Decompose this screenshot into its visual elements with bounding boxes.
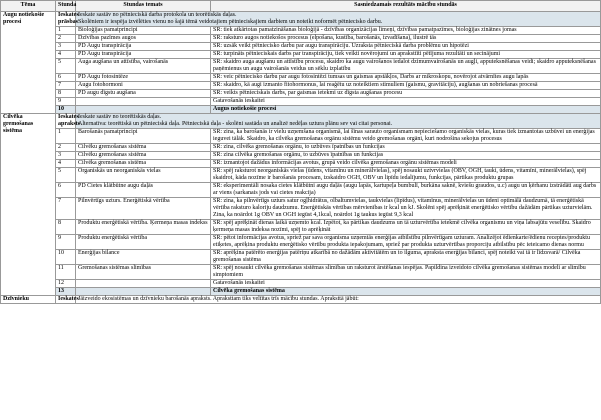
intro-text-b: Alternatīva: teorētiskā un pētnieciskā daļa. Pētnieciskā daļa - skolēni sastāda un analizē nedēļas uztura plānu sev vai citai personai.	[78, 121, 393, 127]
lesson-result: SR: uzsāk veikt pētniecisko darbu par augu transpirāciju. Uzraksta pētnieciskā darba problēmu un hipotēzi	[211, 43, 601, 51]
lesson-result: SR: skaidro auga augšanu un attīstību procesu, skaidro ka augu vairošanos iedalot dzimumvairošanās un augļi, apputeksnēšanas veidi; skaidro apputeksnēšanas paņēmienus un augu vairošanās veidus un sēklu izplatību	[211, 59, 601, 74]
lesson-topic: Produktu enerģētiskā vērtība	[76, 235, 211, 250]
table-row	[1, 90, 601, 98]
lesson-result: SR: raksturo augos notiekošos procesus (elpošana, kustība, barošanās, izvadīšana), ilustrē tās	[211, 35, 601, 43]
lesson-number: 2	[56, 35, 76, 43]
lesson-number: 5	[56, 59, 76, 74]
lesson-number: 6	[56, 183, 76, 198]
lesson-result: SR: zina, cilvēka gremošanas orgānu, to uzbūves īpatnības un funkcijas	[211, 144, 601, 152]
lesson-topic: PD Cietes klātbūtne augu daļās	[76, 183, 211, 198]
lesson-topic: Produktu enerģētiskā vērtība. Ķermeņa masas indekss	[76, 220, 211, 235]
lesson-topic: Enerģijas bilance	[76, 250, 211, 265]
lesson-number: 3	[56, 152, 76, 160]
lesson-topic: Dzīvības pazīmes augos	[76, 35, 211, 43]
lesson-topic	[76, 280, 211, 288]
lesson-topic: Cilvēku gremošanas sistēma	[76, 144, 211, 152]
table-row	[1, 198, 601, 220]
lesson-number: 1	[56, 27, 76, 35]
lesson-topic: Bioloģijas pamatprincipi	[76, 27, 211, 35]
lesson-number: 13	[56, 288, 76, 296]
lesson-topic: Augu fotohormoni	[76, 82, 211, 90]
lesson-topic: Cilvēku gremošanas sistēma	[76, 152, 211, 160]
table-row	[1, 250, 601, 265]
lesson-number: 10	[56, 106, 76, 114]
lesson-result: SR: spēj raksturot neorganiskās vielas (ūdens, vitamīnu un minerālvielas), spēj nosaukt uztvrvielas (OBV, OGH, tauki, ūdens, vitamīni, minerālvielas), spēj skaidrot, kāda nozīme ir barošanās procesam, izskaidro OGH, OBV un lipīdu iedalījumu, funkcijas, pārtikas produktu grupas	[211, 168, 601, 183]
table-row	[1, 129, 601, 144]
lesson-result: Gatavošanās ieskaitei	[211, 280, 601, 288]
intro-cell	[76, 12, 601, 27]
intro-text-a: Ieskate sastāv no teorētiskās daļas.	[78, 114, 162, 120]
topic-cell: Cilvēka gremošanas sistēma	[1, 114, 56, 296]
lesson-number: 11	[56, 265, 76, 280]
lesson-number: 3	[56, 43, 76, 51]
table-row	[1, 144, 601, 152]
lesson-number: 1	[56, 129, 76, 144]
lesson-number: 4	[56, 160, 76, 168]
lesson-result: Augus notiekošie procesi	[211, 106, 601, 114]
lesson-result: SR: skaidro, kā augi izmanto fitohormonus, lai reaģētu uz noteiktiem stimuliem (gaismu, gravitāciju), augšanas un nobriešanas procesā	[211, 82, 601, 90]
lesson-result: SR: zina, ka barošanās ir vielu uzņemšana organismā, lai šīnas sarauto organismam nepieciešamo organiskās vielas, kuras tiek izmantotas uzbūvei un enerģijas ieguvei tālāk. Skaidro, ka cilvēka gremošanas orgānu sistēmu veido gremošanas orgāni, kuri nodrošina sekojus procesus	[211, 129, 601, 144]
table-row	[1, 265, 601, 280]
lesson-number: 4	[56, 51, 76, 59]
lesson-topic: Cilvēka gremošanas sistēma	[76, 160, 211, 168]
header-result: Sasniedzamais rezultāts mācību stundās	[211, 1, 601, 12]
lesson-result: SR: aprēķina patērēto enerģijas patēriņu atkarībā no dažādām aktivitātēm un to ilguma, apraksta enerģijas bilanci, spēj noteikt vai tā ir līdzsvarā/ Cilvēka gremošanas sistēma	[211, 250, 601, 265]
table-row	[1, 43, 601, 51]
lesson-result: SR: turpināts pētnieciskais darbs par transpirāciju, tiek veikti novērojumi un apraksttīti pētījuma rezultāti un secinājumi	[211, 51, 601, 59]
table-row	[1, 35, 601, 43]
header-lesson-topic: Stundas temats	[76, 1, 211, 12]
lesson-cell: Ieskates	[56, 296, 76, 304]
lesson-cell: Ieskates prāsbas	[56, 12, 76, 27]
header-row	[1, 1, 601, 12]
lesson-topic: Gremošanas sistēmas slimības	[76, 265, 211, 280]
lesson-number: 10	[56, 250, 76, 265]
table-row	[1, 220, 601, 235]
lesson-result: Gatavošanās ieskaitei	[211, 98, 601, 106]
lesson-result: SR: spēj aprēķināt dienas laikā uzņemto kcal. Izpētot, ka pārtikas daudzums un tā uzturvērtība ietekmē cilvēka organismu un viņa labsajūtu veselību. Skaidro ķermeņa masas indeksa nozīmi, spēj to aprēķināt	[211, 220, 601, 235]
lesson-topic: PD Augu transpirācija	[76, 51, 211, 59]
lesson-topic	[76, 106, 211, 114]
lesson-number: 2	[56, 144, 76, 152]
lesson-topic: PD Augu fotosintēze	[76, 74, 211, 82]
table-row	[1, 98, 601, 106]
topic-cell: Augu notiekošie procesi	[1, 12, 56, 114]
table-row	[1, 82, 601, 90]
lesson-number: 8	[56, 220, 76, 235]
lesson-number: 8	[56, 90, 76, 98]
lesson-topic: Pilnvērtīgs uzturs. Enerģētiskā vērtība	[76, 198, 211, 220]
lesson-number: 7	[56, 82, 76, 90]
lesson-result: Cilvēka gremošanas sistēma	[211, 288, 601, 296]
table-row	[1, 280, 601, 288]
table-row	[1, 106, 601, 114]
lesson-result: SR: eksperimentāli nosaka cietes klātbūtni augu daļās (augu lapās, kartupeļa bumbulī, burkāna saknē, kviešu graudos, u.c) augu un ķērhanu izstrādāti aug darbs ar viens (sarkanais jods vai cietes reakcija)	[211, 183, 601, 198]
lesson-result: SR: pētot informācijas avotus, spriež par sava organisma uzņemtās enerģijas atbilstību pilnvērtīgam uzturam. Analizējot ēdienkarte/ēdienu receptes/produktu etiķetes, aprēķina produktu enerģētisko vērtību produkta iepakojumam, spriež par produkta uzturvērtības proporciju atbilstību pēc ieteicamo dienas normu	[211, 235, 601, 250]
section-intro-row	[1, 12, 601, 27]
table-row	[1, 235, 601, 250]
table-row	[1, 183, 601, 198]
intro-text-a: Ieskate sastāv no pētnieciskā darba protokola un teorētiskās daļas.	[78, 12, 237, 18]
section-intro-row	[1, 296, 601, 304]
lesson-result: SR: tiek atkārtotas pamatzināšanas bioloģijā - dzīvības organizācijas līmeņi, dzīvības pamatpazīmes, bioloģijas zinātnes jomas	[211, 27, 601, 35]
lesson-result: SR: spēj nosaukt cilvēka gremošanas sistēmas slimības un raksturot ārstēšanas iespējas. Papildina izveidoto cilvēka gremošanas sistēmas modeli ar slimību simptomiem	[211, 265, 601, 280]
header-lesson: Stunda	[56, 1, 76, 12]
lesson-number: 7	[56, 198, 76, 220]
table-row	[1, 152, 601, 160]
intro-cell: Jāizveido ekosistēmas un dzīvnieku barošanās apraksts. Apraksttam tiks veltītas trīs mācību stundas. Apraksttā jābūt:	[76, 296, 601, 304]
intro-cell	[76, 114, 601, 129]
table-row	[1, 27, 601, 35]
table-row	[1, 59, 601, 74]
lesson-topic: Auga augšana un attīstība, vairošanās	[76, 59, 211, 74]
table-row	[1, 74, 601, 82]
lesson-topic: PD Augu transpirācija	[76, 43, 211, 51]
topic-cell: Dzīvnieku	[1, 296, 56, 304]
lesson-number: 9	[56, 235, 76, 250]
lesson-topic: Organiskās un neorganiskās vielas	[76, 168, 211, 183]
lesson-topic: PD augu dīgstu augšana	[76, 90, 211, 98]
lesson-number: 5	[56, 168, 76, 183]
intro-text-b: Skolēniem ir iespēja izvēlēties vienu no šajā tēmā veidotajiem pētnieciskajiem darbiem un noteikt noformēt pētniecisko darbu.	[78, 19, 383, 25]
lesson-result: SR: veikts pētnieciskais darbs, par gaismas ietekmi uz dīgsta augšanas procesu	[211, 90, 601, 98]
lesson-topic	[76, 288, 211, 296]
lesson-result: SR: veic pētniecisko darbu par augu fotosintēzi tumsas un gaismas apstākļos, Darbs ar mikroskopu, novērojot atvārnītes augu lapās	[211, 74, 601, 82]
section-intro-row	[1, 114, 601, 129]
lesson-result: SR: zina, ka pilnvērtīgs uzturs satur ogļhidrātus, olbaltumvielas, taukvielas (lipīdus), vitamīnus, minerālvielas un ūdeni optimālā daudzumā, tā enerģētiskā vērtība raksturo kaloriju daudzumu. Enerģētiskās vērtības mērvienības ir kcal un kJ. Skolēni spēj aprēķināt enerģētisko vērtību dažādām pārtikas uzturvielām. Zina, ka noārdot 1g OBV un OGH iegūst 4,1kcal, noārdot 1g taukus iegūst 9,3 kcal	[211, 198, 601, 220]
lesson-result: SR: zina cilvēka gremošanas orgānu, to uzbūves īpatnības un funkcijas	[211, 152, 601, 160]
header-topic: Tēma	[1, 1, 56, 12]
table-row	[1, 288, 601, 296]
table-row	[1, 168, 601, 183]
lesson-topic	[76, 98, 211, 106]
lesson-result: SR: izmantojot dažādus informācijas avotus, grupā veido cilvēka gremošanas orgānu sistēmas modeli	[211, 160, 601, 168]
table-row	[1, 160, 601, 168]
lesson-number: 12	[56, 280, 76, 288]
lesson-number: 9	[56, 98, 76, 106]
lesson-number: 6	[56, 74, 76, 82]
lesson-topic: Barošanās pamatprincipi	[76, 129, 211, 144]
lesson-cell: Ieskates apraksts	[56, 114, 76, 129]
table-row	[1, 51, 601, 59]
